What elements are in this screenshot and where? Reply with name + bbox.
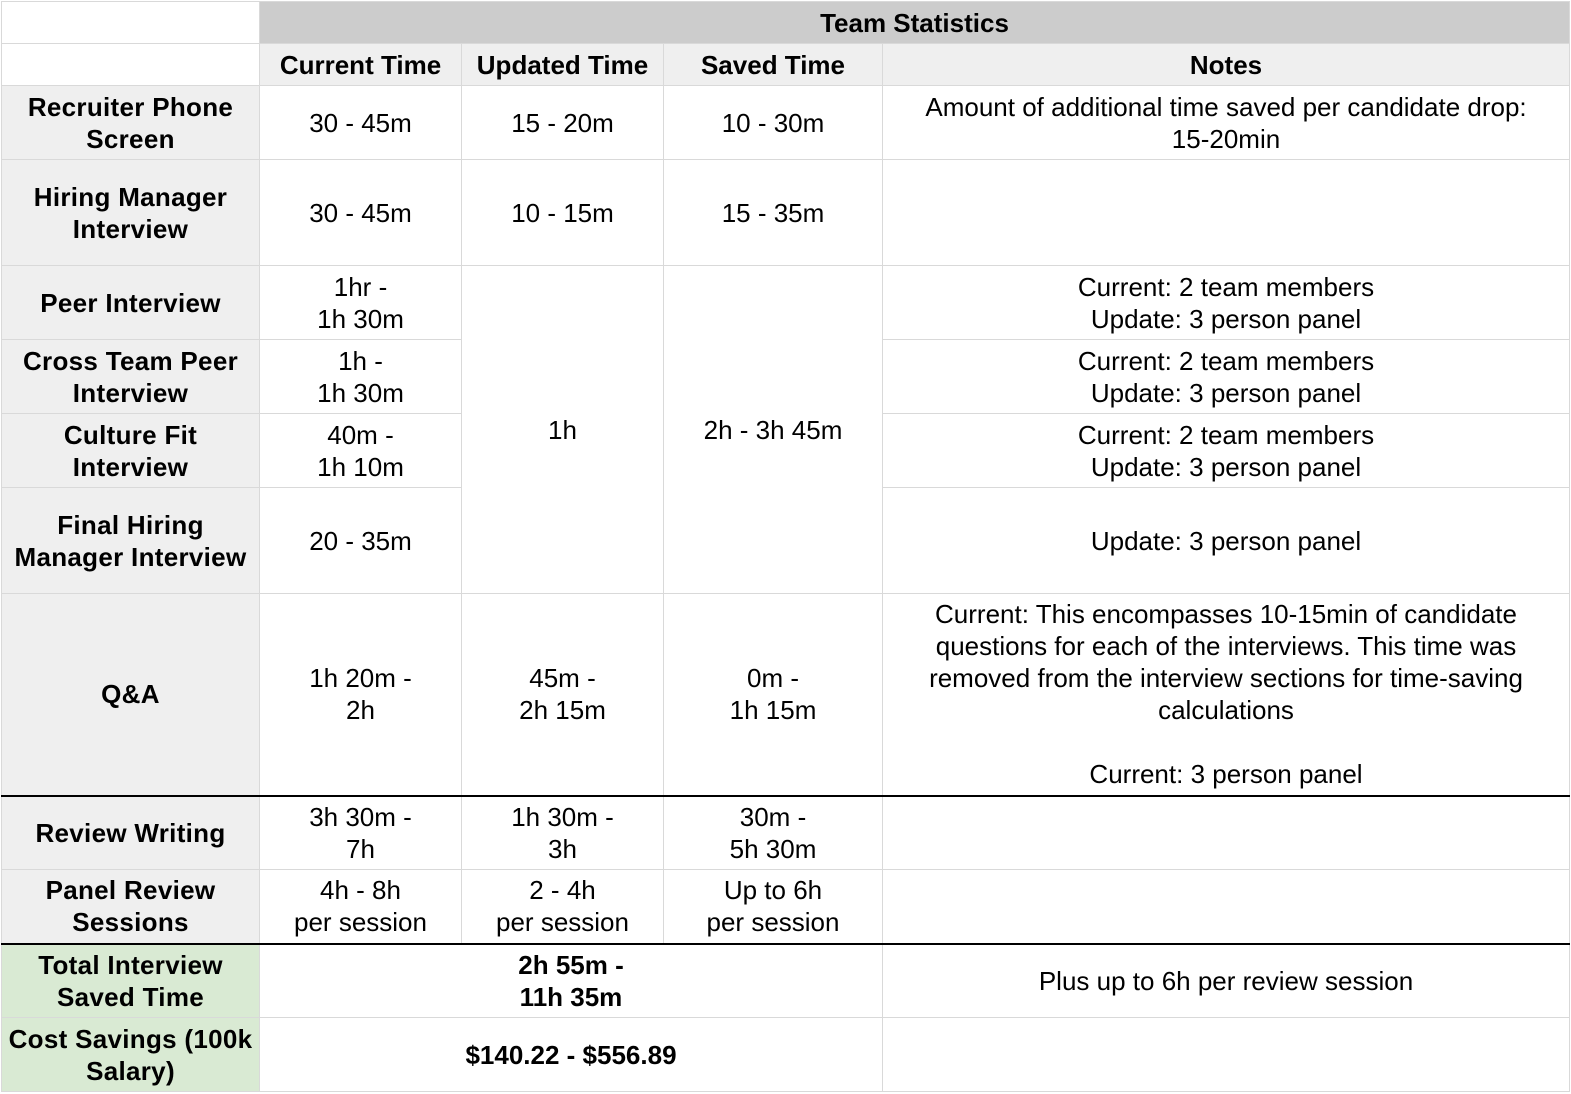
notes-cell[interactable] <box>883 160 1570 266</box>
current-time-cell[interactable]: 30 - 45m <box>260 160 462 266</box>
row-label-q-and-a[interactable]: Q&A <box>2 594 260 796</box>
row-label-peer-interview[interactable]: Peer Interview <box>2 266 260 340</box>
current-time-cell[interactable]: 20 - 35m <box>260 488 462 594</box>
updated-time-cell[interactable]: 15 - 20m <box>462 86 664 160</box>
current-time-cell[interactable]: 30 - 45m <box>260 86 462 160</box>
saved-time-cell[interactable]: 0m - 1h 15m <box>664 594 883 796</box>
corner-cell[interactable] <box>2 2 260 44</box>
current-time-cell[interactable]: 1h 20m - 2h <box>260 594 462 796</box>
notes-cell[interactable]: Current: This encompasses 10-15min of candidate questions for each of the interviews. This time was removed from the interview sections for time-saving calculations Current: 3 person panel <box>883 594 1570 796</box>
notes-cell[interactable]: Current: 2 team members Update: 3 person panel <box>883 266 1570 340</box>
row-label-review-writing[interactable]: Review Writing <box>2 796 260 870</box>
saved-time-cell[interactable]: Up to 6h per session <box>664 870 883 944</box>
current-time-cell[interactable]: 40m - 1h 10m <box>260 414 462 488</box>
row-label-hiring-manager-interview[interactable]: Hiring Manager Interview <box>2 160 260 266</box>
col-header-notes[interactable]: Notes <box>883 44 1570 86</box>
row-label-recruiter-phone-screen[interactable]: Recruiter Phone Screen <box>2 86 260 160</box>
current-time-cell[interactable]: 4h - 8h per session <box>260 870 462 944</box>
updated-time-cell[interactable]: 10 - 15m <box>462 160 664 266</box>
table-row <box>2 796 1570 870</box>
col-header-updated-time[interactable]: Updated Time <box>462 44 664 86</box>
notes-cell[interactable]: Update: 3 person panel <box>883 488 1570 594</box>
row-label-total-saved-time[interactable]: Total Interview Saved Time <box>2 944 260 1018</box>
total-saved-value[interactable]: 2h 55m - 11h 35m <box>260 944 883 1018</box>
merged-saved-time-cell[interactable]: 2h - 3h 45m <box>664 266 883 594</box>
updated-time-cell[interactable]: 45m - 2h 15m <box>462 594 664 796</box>
table-row <box>2 160 1570 266</box>
table-row <box>2 870 1570 944</box>
team-statistics-table <box>1 1 1570 1092</box>
notes-cell[interactable]: Amount of additional time saved per candidate drop: 15-20min <box>883 86 1570 160</box>
row-label-final-hiring-manager-interview[interactable]: Final Hiring Manager Interview <box>2 488 260 594</box>
notes-cell[interactable]: Current: 2 team members Update: 3 person panel <box>883 340 1570 414</box>
current-time-cell[interactable]: 1hr - 1h 30m <box>260 266 462 340</box>
notes-cell[interactable] <box>883 796 1570 870</box>
total-saved-row <box>2 944 1570 1018</box>
cost-savings-row <box>2 1018 1570 1092</box>
row-label-panel-review-sessions[interactable]: Panel Review Sessions <box>2 870 260 944</box>
row-label-cross-team-peer-interview[interactable]: Cross Team Peer Interview <box>2 340 260 414</box>
col-header-current-time[interactable]: Current Time <box>260 44 462 86</box>
current-time-cell[interactable]: 3h 30m - 7h <box>260 796 462 870</box>
table-row <box>2 594 1570 796</box>
saved-time-cell[interactable]: 10 - 30m <box>664 86 883 160</box>
title-row <box>2 2 1570 44</box>
current-time-cell[interactable]: 1h - 1h 30m <box>260 340 462 414</box>
updated-time-cell[interactable]: 1h 30m - 3h <box>462 796 664 870</box>
merged-updated-time-cell[interactable]: 1h <box>462 266 664 594</box>
notes-cell[interactable] <box>883 870 1570 944</box>
table-row <box>2 266 1570 340</box>
corner-cell-2[interactable] <box>2 44 260 86</box>
saved-time-cell[interactable]: 30m - 5h 30m <box>664 796 883 870</box>
table-title[interactable]: Team Statistics <box>260 2 1570 44</box>
column-header-row <box>2 44 1570 86</box>
col-header-saved-time[interactable]: Saved Time <box>664 44 883 86</box>
notes-cell[interactable]: Current: 2 team members Update: 3 person panel <box>883 414 1570 488</box>
total-saved-notes[interactable]: Plus up to 6h per review session <box>883 944 1570 1018</box>
saved-time-cell[interactable]: 15 - 35m <box>664 160 883 266</box>
table-row <box>2 86 1570 160</box>
row-label-culture-fit-interview[interactable]: Culture Fit Interview <box>2 414 260 488</box>
cost-savings-value[interactable]: $140.22 - $556.89 <box>260 1018 883 1092</box>
row-label-cost-savings[interactable]: Cost Savings (100k Salary) <box>2 1018 260 1092</box>
cost-savings-notes[interactable] <box>883 1018 1570 1092</box>
updated-time-cell[interactable]: 2 - 4h per session <box>462 870 664 944</box>
